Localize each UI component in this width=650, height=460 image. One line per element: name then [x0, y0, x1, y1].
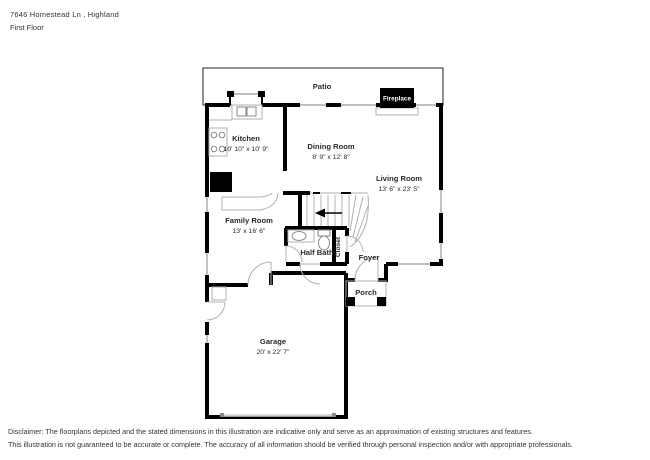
garage-label: Garage — [259, 337, 287, 346]
kitchen-dims: 10' 10" x 10' 9" — [223, 146, 269, 153]
family-room-label: Family Room — [225, 216, 273, 225]
disclaimer-line1: Disclaimer: The floorplans depicted and the stated dimensions in this illustration are indicative only and serve as an approximation of existing structures and features. — [8, 427, 533, 436]
garage-dims: 20' x 22' 7" — [256, 349, 290, 356]
half-bath-label: Half Bath — [300, 248, 334, 257]
closet-label: Closet — [335, 236, 342, 258]
disclaimer — [8, 426, 648, 451]
half-bath-fixtures — [288, 230, 330, 250]
disclaimer-line2: This illustration is not guaranteed to be accurate or complete. The accuracy of all information should be verified through personal inspection and/or with appropriate professionals. — [8, 439, 573, 449]
floor-label: First Floor — [10, 23, 44, 32]
room-labels — [224, 82, 423, 356]
patio-label: Patio — [312, 82, 332, 91]
foyer-label: Foyer — [358, 253, 380, 262]
porch-post — [346, 297, 355, 306]
living-room-dims: 13' 6" x 23' 5" — [378, 186, 420, 193]
dining-room-dims: 8' 9" x 12' 8" — [312, 154, 350, 161]
porch-post — [377, 297, 386, 306]
fireplace-label: Fireplace — [382, 95, 412, 103]
kitchen-fixtures — [209, 105, 278, 210]
kitchen-peninsula — [222, 193, 278, 210]
dining-room-label: Dining Room — [307, 142, 355, 151]
porch-label: Porch — [355, 288, 377, 297]
kitchen-appliance-block — [210, 172, 232, 192]
address-text: 7646 Homestead Ln , Highland — [10, 10, 120, 19]
kitchen-sink — [237, 107, 246, 116]
fireplace — [376, 88, 418, 115]
family-room-dims: 13' x 16' 6" — [232, 228, 266, 235]
toilet-tank — [318, 230, 330, 236]
garage-stoop — [212, 287, 226, 300]
kitchen-label: Kitchen — [232, 134, 260, 143]
bath-sink — [292, 232, 306, 241]
living-room-label: Living Room — [376, 174, 422, 183]
fireplace-hearth — [376, 108, 418, 115]
